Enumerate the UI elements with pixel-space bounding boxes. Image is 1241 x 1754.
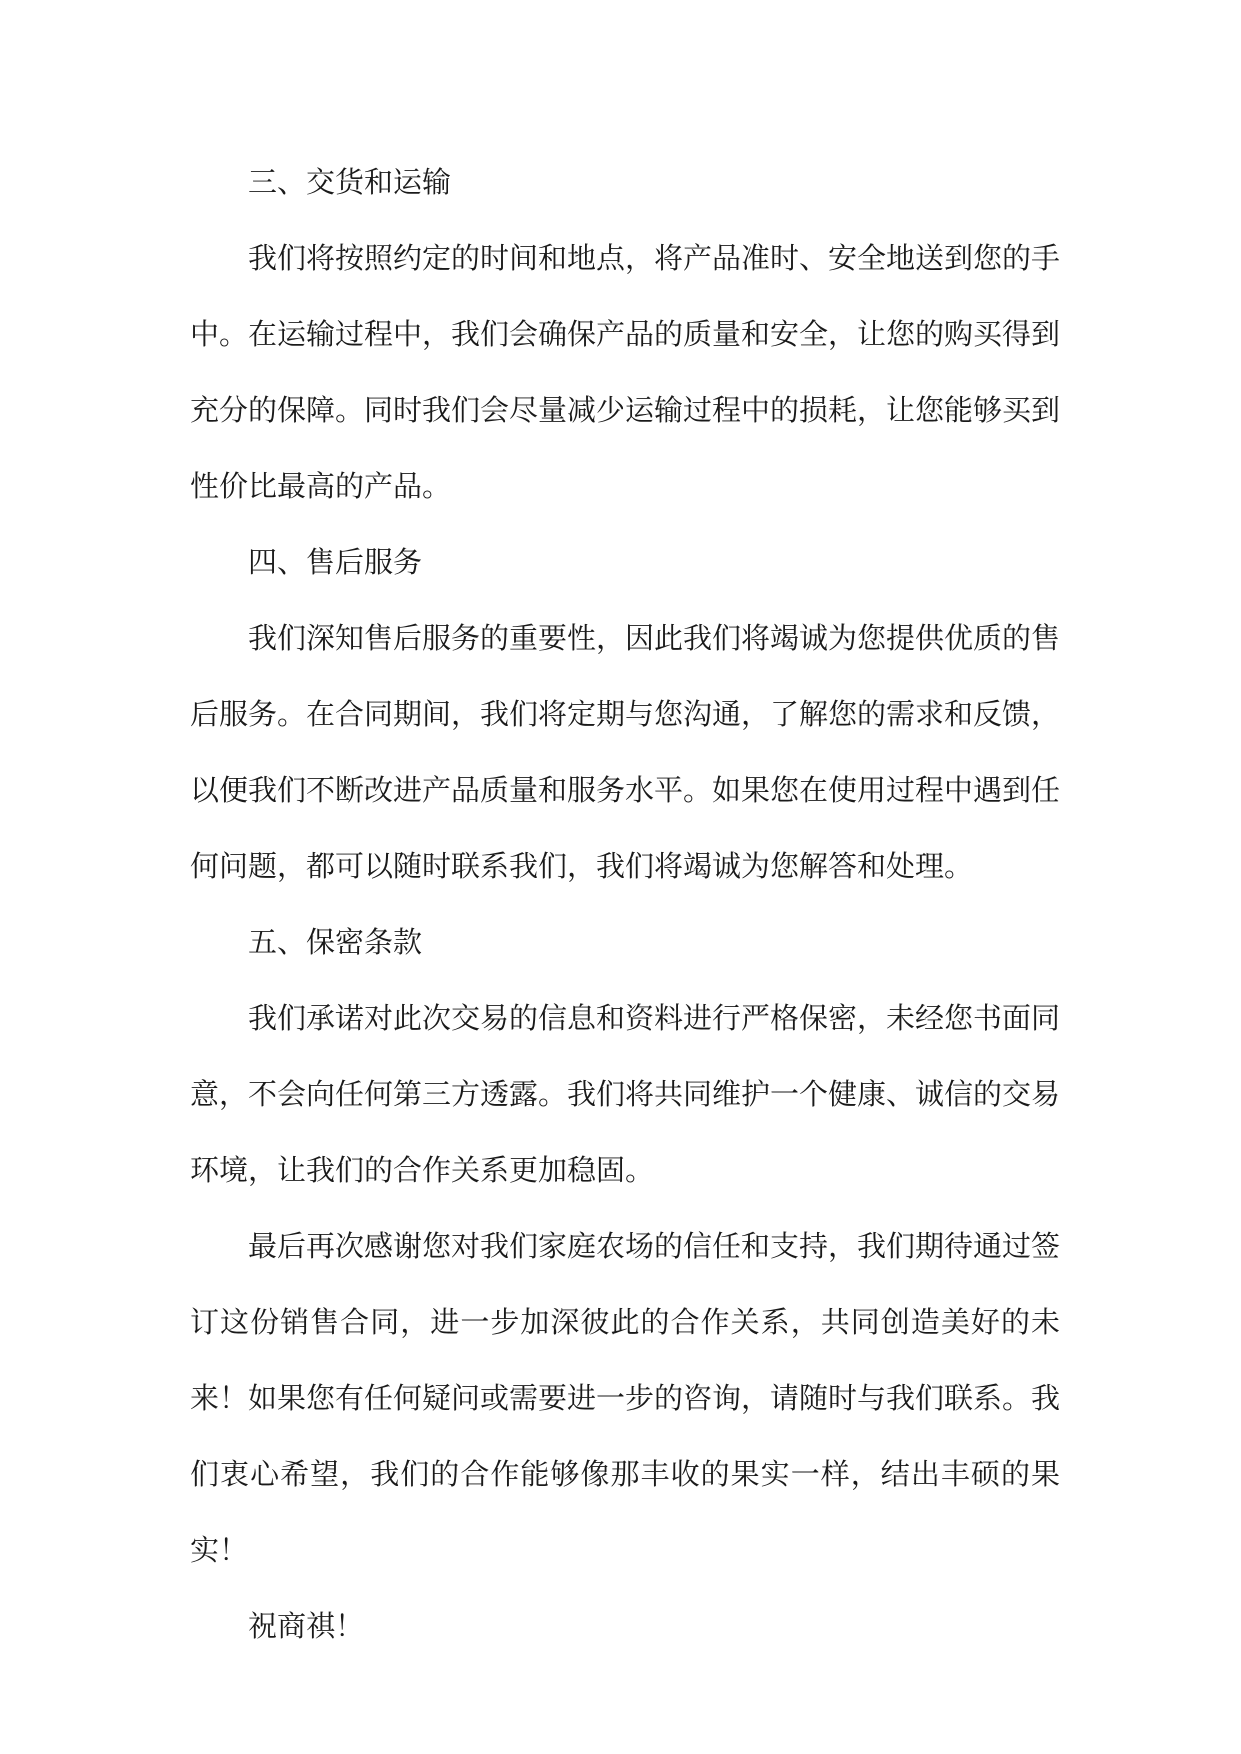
section-paragraph-after-sales: 我们深知售后服务的重要性，因此我们将竭诚为您提供优质的售后服务。在合同期间，我们将定期与您沟通，了解您的需求和反馈，以便我们不断改进产品质量和服务水平。如果您在使用过程中遇到任何问题，都可以随时联系我们，我们将竭诚为您解答和处理。 bbox=[190, 621, 1061, 883]
closing-paragraph: 最后再次感谢您对我们家庭农场的信任和支持，我们期待通过签订这份销售合同，进一步加深彼此的合作关系，共同创造美好的未来！如果您有任何疑问或需要进一步的咨询，请随时与我们联系。我们衷心希望，我们的合作能够像那丰收的果实一样，结出丰硕的果实！ bbox=[190, 1229, 1061, 1567]
document-body bbox=[190, 144, 1060, 1664]
section-heading-delivery: 三、交货和运输 bbox=[248, 165, 452, 199]
section-heading-confidentiality: 五、保密条款 bbox=[248, 925, 423, 959]
section-paragraph-delivery: 我们将按照约定的时间和地点，将产品准时、安全地送到您的手中。在运输过程中，我们会确保产品的质量和安全，让您的购买得到充分的保障。同时我们会尽量减少运输过程中的损耗，让您能够买到性价比最高的产品。 bbox=[190, 241, 1061, 503]
closing-salutation: 祝商祺！ bbox=[248, 1609, 365, 1643]
section-paragraph-confidentiality: 我们承诺对此次交易的信息和资料进行严格保密，未经您书面同意，不会向任何第三方透露。我们将共同维护一个健康、诚信的交易环境，让我们的合作关系更加稳固。 bbox=[190, 1001, 1061, 1187]
section-heading-after-sales: 四、售后服务 bbox=[248, 545, 423, 579]
